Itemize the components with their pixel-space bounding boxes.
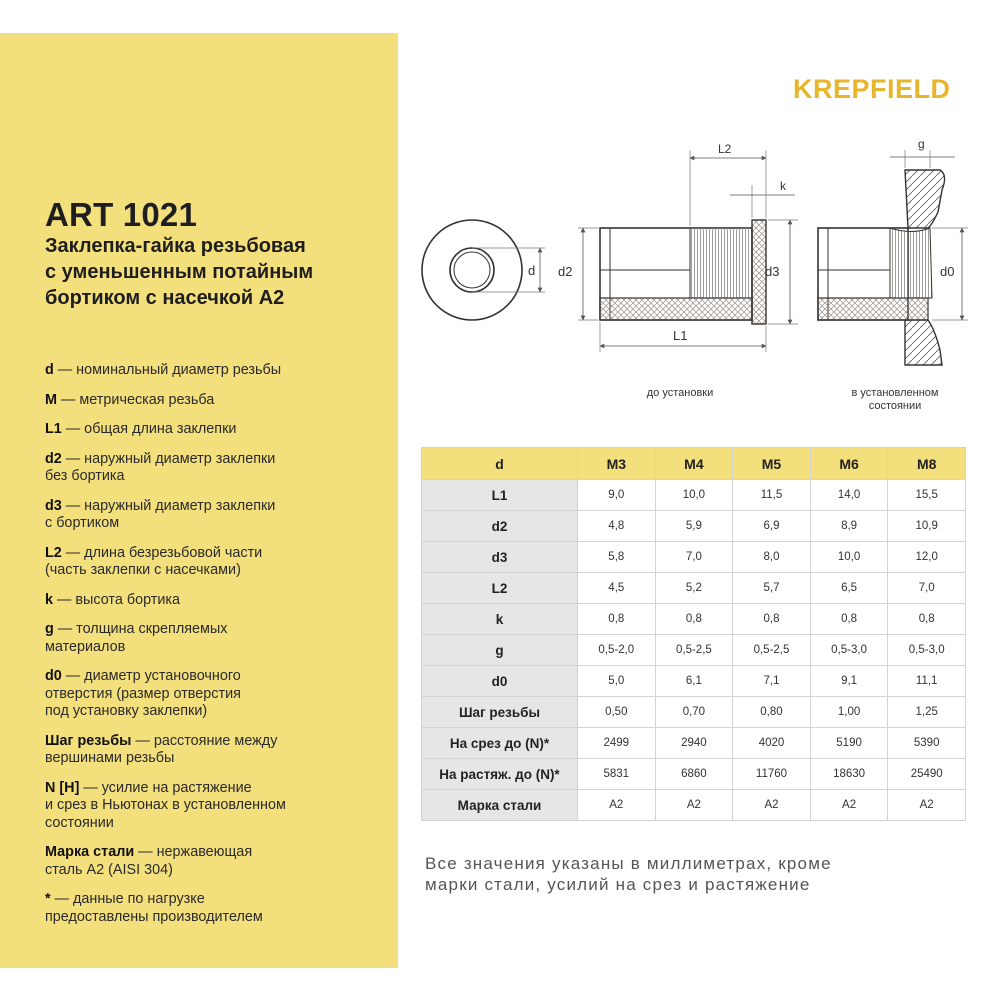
table-row [422,759,966,790]
legend-item [45,362,385,380]
table-header-size: M6 [810,448,888,480]
legend-term: Шаг резьбы [45,732,132,749]
table-cell: A2 [733,790,811,821]
table-row-label: Шаг резьбы [422,697,578,728]
table-cell: 0,8 [578,604,656,635]
legend-description: — данные по нагрузке [54,891,205,907]
table-header-parameter: d [422,448,578,480]
table-cell: 4,8 [578,511,656,542]
legend-term: Марка стали [45,844,135,860]
table-cell: 0,5-2,5 [733,635,811,666]
table-row-label: L2 [422,573,578,604]
table-row-label: На срез до (N)* [422,728,578,759]
table-cell: 0,80 [733,697,811,728]
legend-description: сталь А2 (AISI 304) [45,861,173,878]
table-cell: 5,7 [733,573,811,604]
table-cell: 10,0 [655,480,733,511]
table-row [422,790,966,821]
legend-description: материалов [45,638,126,655]
table-row [422,511,966,542]
legend-list [45,362,385,938]
legend-description: и срез в Ньютонах в установленном [45,797,286,813]
table-cell: 5390 [888,728,966,759]
footnote-line: марки стали, усилий на срез и растяжение [425,875,811,894]
legend-line [45,733,385,751]
table-cell: 7,1 [733,666,811,697]
product-name-line: Заклепка-гайка резьбовая [45,235,306,257]
legend-line [45,703,385,721]
table-cell: A2 [655,790,733,821]
legend-term: g [45,621,54,637]
legend-item [45,498,385,533]
product-name [45,233,395,311]
table-cell: 4020 [733,728,811,759]
legend-item [45,592,385,610]
table-cell: 5,8 [578,542,656,573]
table-cell: 1,25 [888,697,966,728]
table-row [422,728,966,759]
legend-description: состоянии [45,814,114,831]
table-cell: 0,5-3,0 [888,635,966,666]
legend-description: — наружный диаметр заклепки [65,497,276,514]
table-row [422,604,966,635]
legend-description: — наружный диаметр заклепки [65,450,276,467]
legend-line [45,639,385,657]
dim-label-l2: L2 [718,142,732,156]
legend-line [45,668,385,686]
table-cell: 0,8 [655,604,733,635]
table-cell: 12,0 [888,542,966,573]
legend-line [45,362,385,380]
legend-description: (часть заклепки с насечками) [45,562,241,578]
table-row [422,666,966,697]
legend-line [45,621,385,639]
table-cell: 5,2 [655,573,733,604]
table-header-size: M3 [578,448,656,480]
table-cell: 10,9 [888,511,966,542]
table-row [422,480,966,511]
table-cell: 0,8 [733,604,811,635]
legend-line [45,797,385,815]
table-cell: 5831 [578,759,656,790]
table-cell: 11,5 [733,480,811,511]
technical-drawing [405,130,985,380]
table-cell: 1,00 [810,697,888,728]
legend-term: k [45,591,54,608]
legend-line [45,862,385,880]
legend-term: L2 [45,544,62,561]
table-cell: 0,5-2,0 [578,635,656,666]
table-cell: 0,8 [888,604,966,635]
legend-line [45,421,385,439]
footnote [425,853,945,895]
legend-line [45,592,385,610]
legend-item [45,780,385,833]
table-cell: 2499 [578,728,656,759]
legend-term: M [45,391,57,408]
table-cell: 2940 [655,728,733,759]
table-row [422,573,966,604]
table-cell: 10,0 [810,542,888,573]
table-row-label: k [422,604,578,635]
legend-description: — длина безрезьбовой части [65,544,263,561]
table-header-row [422,448,966,480]
table-cell: 6,1 [655,666,733,697]
legend-term: d3 [45,497,62,514]
product-name-line: с уменьшенным потайным [45,261,314,283]
table-cell: 0,5-2,5 [655,635,733,666]
legend-item [45,421,385,439]
legend-description: — нержавеющая [138,844,253,860]
side-view-installed [818,137,968,365]
legend-description: с бортиком [45,515,120,531]
table-cell: 11760 [733,759,811,790]
legend-line [45,392,385,410]
legend-description: предоставлены производителем [45,908,263,925]
table-header-size: M5 [733,448,811,480]
table-cell: 0,50 [578,697,656,728]
table-row-label: На растяж. до (N)* [422,759,578,790]
table-cell: 8,0 [733,542,811,573]
table-cell: 7,0 [888,573,966,604]
legend-item [45,733,385,768]
legend-description: отверстия (размер отверстия [45,685,241,702]
table-cell: 0,70 [655,697,733,728]
legend-term: d2 [45,450,62,467]
table-row-label: L1 [422,480,578,511]
table-row-label: g [422,635,578,666]
table-cell: 6,9 [733,511,811,542]
legend-line [45,515,385,533]
legend-item [45,392,385,410]
table-row-label: d3 [422,542,578,573]
table-header-size: M4 [655,448,733,480]
dim-label-d0: d0 [940,264,955,279]
legend-term: d0 [45,668,62,684]
brand-logo: KREPFIELD [793,74,951,104]
table-row [422,542,966,573]
legend-line [45,891,385,909]
dim-label-d3: d3 [765,264,780,279]
legend-line [45,815,385,833]
dim-label-d: d [528,263,536,278]
legend-description: без бортика [45,468,125,484]
table-row [422,635,966,666]
table-cell: 6,5 [810,573,888,604]
table-cell: 18630 [810,759,888,790]
dim-label-l1: L1 [673,328,688,343]
product-name-line: бортиком с насечкой А2 [45,287,285,309]
table-row [422,697,966,728]
legend-description: — расстояние между [135,732,278,749]
legend-line [45,545,385,563]
legend-description: — высота бортика [57,591,181,608]
front-view [422,220,545,320]
article-title: ART 1021 [45,196,198,233]
table-header-size: M8 [888,448,966,480]
table-row-label: d0 [422,666,578,697]
legend-line [45,562,385,580]
table-cell: 0,8 [810,604,888,635]
table-cell: 4,5 [578,573,656,604]
legend-line [45,780,385,798]
caption-after-installation [830,387,960,413]
specification-table [421,447,966,821]
table-cell: 14,0 [810,480,888,511]
legend-line [45,844,385,862]
table-row-label: Марка стали [422,790,578,821]
legend-description: — диаметр установочного [65,668,241,684]
legend-term: d [45,362,54,378]
footnote-line: Все значения указаны в миллиметрах, кроме [425,854,832,873]
caption-line: состоянии [868,400,922,412]
table-cell: A2 [810,790,888,821]
table-cell: 15,5 [888,480,966,511]
table-cell: 0,5-3,0 [810,635,888,666]
table-cell: 8,9 [810,511,888,542]
table-row-label: d2 [422,511,578,542]
legend-item [45,545,385,580]
legend-line [45,686,385,704]
dim-label-k: k [780,179,786,193]
legend-description: — толщина скрепляемых [57,621,228,637]
table-cell: 11,1 [888,666,966,697]
side-view-before [558,142,798,352]
legend-line [45,909,385,927]
legend-line [45,750,385,768]
legend-item [45,668,385,721]
caption-before-installation: до установки [646,387,714,399]
legend-description: — усилие на растяжение [83,779,252,796]
legend-description: под установку заклепки) [45,703,208,719]
legend-description: — метрическая резьба [61,391,215,408]
legend-item [45,621,385,656]
legend-line [45,468,385,486]
legend-description: — общая длина заклепки [65,421,237,437]
table-cell: 5,9 [655,511,733,542]
table-cell: 7,0 [655,542,733,573]
legend-item [45,844,385,879]
legend-item [45,891,385,926]
dim-label-d2: d2 [558,264,573,279]
table-cell: 9,1 [810,666,888,697]
legend-description: — номинальный диаметр резьбы [57,362,282,378]
table-cell: A2 [888,790,966,821]
legend-item [45,451,385,486]
legend-line [45,451,385,469]
caption-line: в установленном [851,387,939,399]
legend-description: вершинами резьбы [45,750,175,766]
legend-term: L1 [45,421,62,437]
legend-line [45,498,385,516]
table-cell: 6860 [655,759,733,790]
legend-term: * [45,891,51,907]
table-cell: 25490 [888,759,966,790]
table-cell: A2 [578,790,656,821]
legend-term: N [H] [45,779,80,796]
table-cell: 9,0 [578,480,656,511]
table-cell: 5,0 [578,666,656,697]
table-cell: 5190 [810,728,888,759]
dim-label-g: g [918,137,925,151]
